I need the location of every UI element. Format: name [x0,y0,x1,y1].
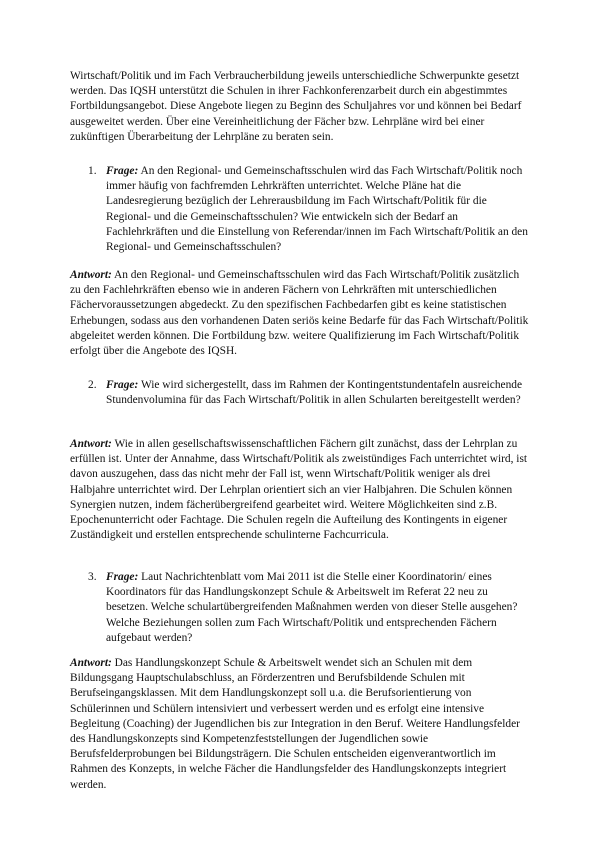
answer-text: An den Regional- und Gemeinschaftsschulen wird das Fach Wirtschaft/Politik zusätzlich zu den Fachlehrkräften ebenso wie in anderen Fächern von Lehrkräften mit unterschiedlichen Fächervoraussetzungen abgedeckt. Zu den spezifischen Fachbedarfen gibt es keine statistischen Erhebungen, sodass aus den vorhandenen Daten seriös keine Bedarfe für das Fach Wirtschaft/Politik abgeleitet werden können. Die Fortbildung bzw. weitere Qualifizierung im Fach Wirtschaft/Politik erfolgt über die Angebote des IQSH. [70,269,529,358]
question-2 [70,378,530,408]
answer-3 [70,656,530,793]
answer-text: Wie in allen gesellschaftswissenschaftlichen Fächern gilt zunächst, dass der Lehrplan zu erfüllen ist. Unter der Annahme, dass Wirtschaft/Politik als zweistündiges Fach unterrichtet wird, ist davon auszugehen, dass das nicht mehr der Fall ist, wenn Wirtschaft/Politik weniger als drei Halbjahre unterrichtet wird. Der Lehrplan orientiert sich an vier Halbjahren. Die Schulen können Synergien nutzen, indem fächerübergreifend gearbeitet wird. Weitere Möglichkeiten sind z.B. Epochenunterricht oder Fachtage. Die Schulen regeln die Aufteilung des Kontingents in eigener Zuständigkeit und erstellen entsprechende schulinterne Fachcurricula. [70,438,528,542]
question-label: Frage: [106,379,139,391]
question-3 [70,570,530,646]
answer-2 [70,437,530,543]
question-number: 1. [88,165,97,177]
answer-label: Antwort: [70,657,112,669]
question-label: Frage: [106,571,139,583]
answer-text: Das Handlungskonzept Schule & Arbeitswelt wendet sich an Schulen mit dem Bildungsgang Hauptschulabschluss, an Förderzentren und Berufsbildende Schulen mit Berufseingangsklassen. Mit dem Handlungskonzept soll u.a. die Berufsorientierung von Schülerinnen und Schülern intensiviert und verbessert werden und es erfolgt eine intensive Begleitung (Coaching) der Jugendlichen bis zur Integration in den Beruf. Weitere Handlungsfelder des Handlungskonzepts sind Kompetenzfeststellungen der Jugendlichen sowie Berufsfelderprobungen bei Bildungsträgern. Die Schulen entscheiden eigenverantwortlich im Rahmen des Konzepts, in welche Fächer die Handlungsfelder des Handlungskonzepts integriert werden. [70,657,520,791]
question-text: An den Regional- und Gemeinschaftsschulen wird das Fach Wirtschaft/Politik noch immer häufig von fachfremden Lehrkräften unterrichtet. Welche Pläne hat die Landesregierung bezüglich der Lehrerausbildung im Fach Wirtschaft/Politik für die Regional- und die Gemeinschaftsschulen? Wie entwickeln sich der Bedarf an Fachlehrkräften und die Einstellung von Referendar/innen im Fach Wirtschaft/Politik an den Regional- und Gemeinschaftsschulen? [106,165,528,254]
question-text-block [106,378,530,408]
question-text: Laut Nachrichtenblatt vom Mai 2011 ist die Stelle einer Koordinatorin/ eines Koordinators für das Handlungskonzept Schule & Arbeitswelt im Referat 22 neu zu besetzen. Welche schulartübergreifenden Maßnahmen werden von dieser Stelle ausgehen? Welche Beziehungen sollen zum Fach Wirtschaft/Politik und entsprechenden Fächern aufgebaut werden? [106,571,518,644]
answer-label: Antwort: [70,269,112,281]
question-text: Wie wird sichergestellt, dass im Rahmen der Kontingentstundentafeln ausreichende Stundenvolumina für das Fach Wirtschaft/Politik in allen Schularten bereitgestellt werden? [106,379,523,407]
question-label: Frage: [106,165,139,177]
answer-1 [70,268,530,359]
question-number: 2. [88,379,97,391]
answer-label: Antwort: [70,438,112,450]
question-text-block [106,164,530,255]
question-1 [70,164,530,255]
question-text-block [106,570,530,646]
intro-paragraph: Wirtschaft/Politik und im Fach Verbraucherbildung jeweils unterschiedliche Schwerpunkte gesetzt werden. Das IQSH unterstützt die Schulen in ihrer Fachkonferenzarbeit durch ein abgestimmtes Fortbildungsangebot. Diese Angebote liegen zu Beginn des Schuljahres vor und können bei Bedarf ausgeweitet werden. Über eine Vereinheitlichung der Fächer bzw. Lehrpläne wird bei einer zukünftigen Überarbeitung der Lehrpläne zu beraten sein. [70,70,522,143]
question-number: 3. [88,571,97,583]
